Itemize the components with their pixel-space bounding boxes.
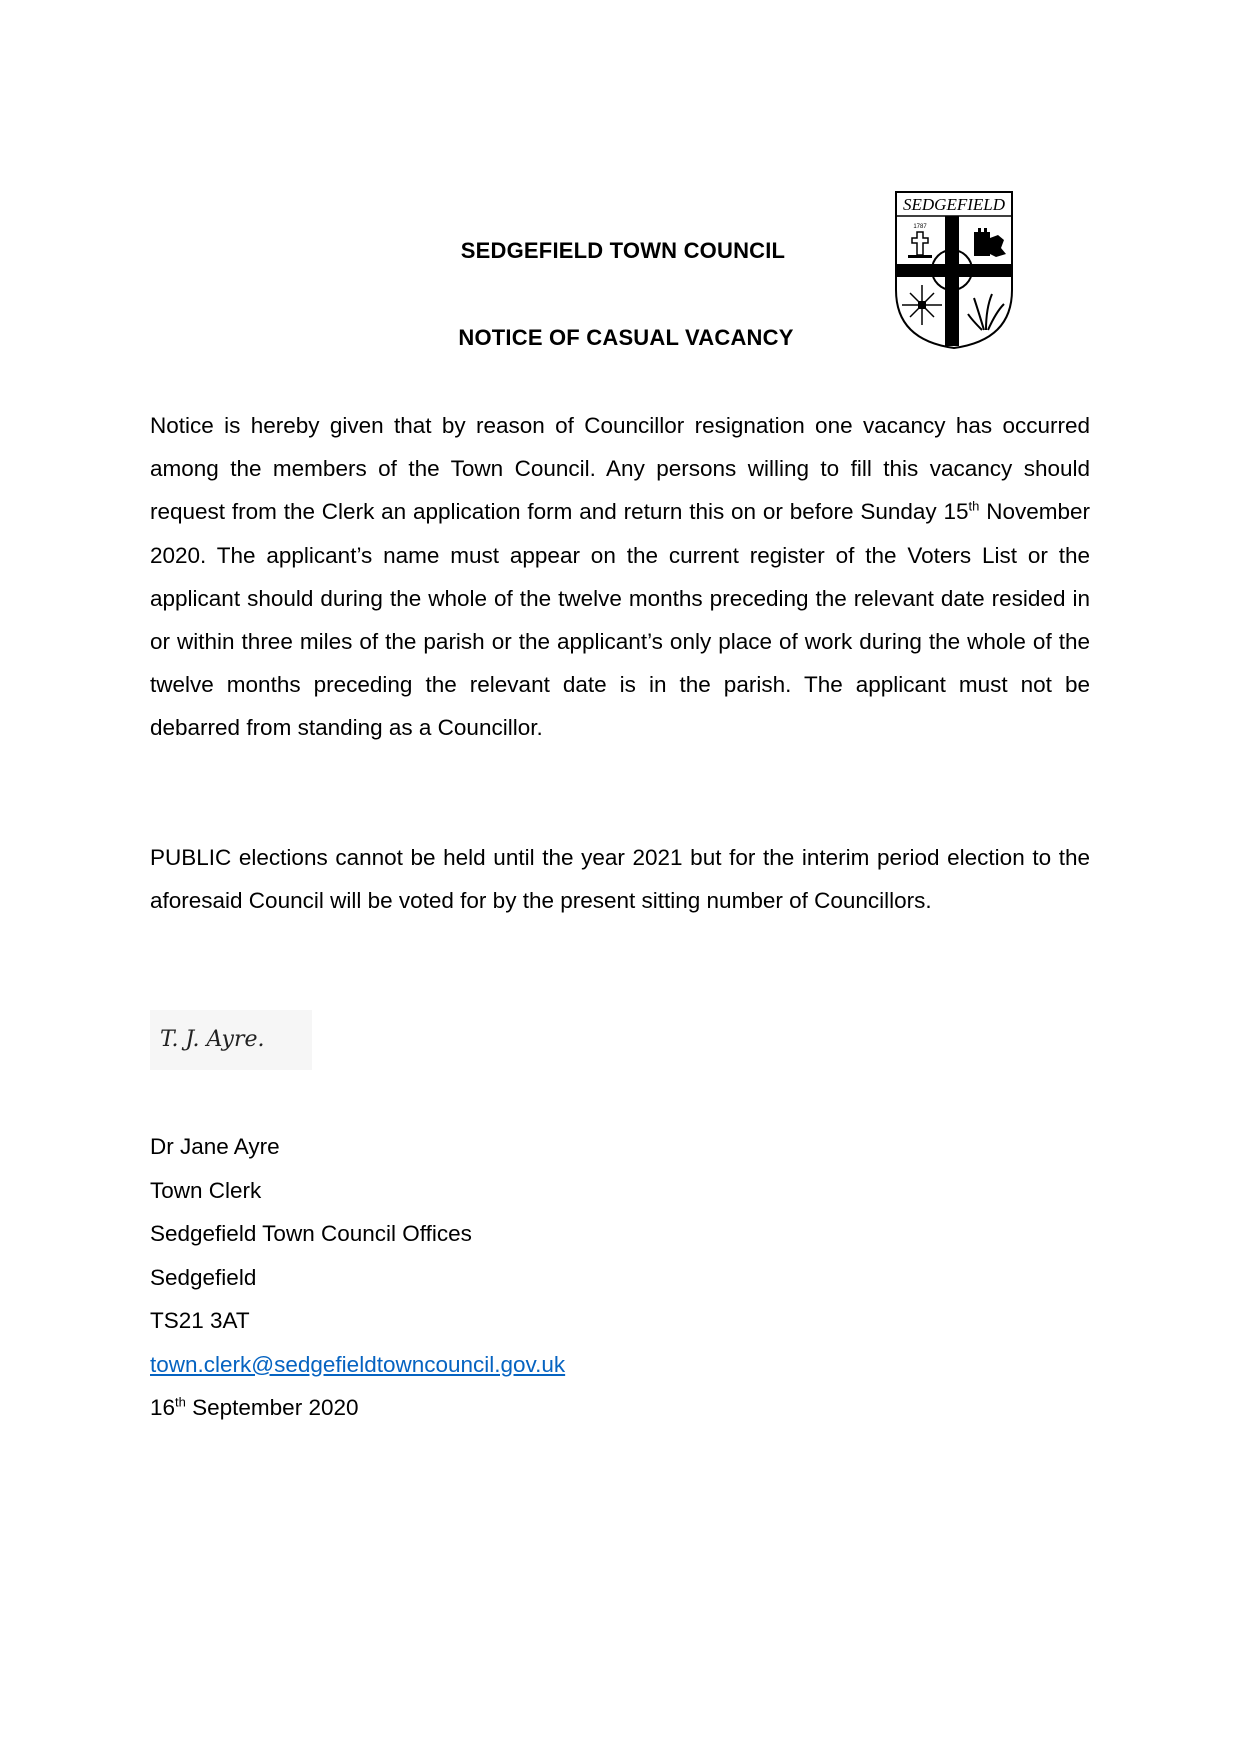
signoff-town: Sedgefield (150, 1264, 257, 1290)
date-ordinal-suffix: th (175, 1394, 186, 1410)
ordinal-suffix: th (968, 498, 980, 514)
signature-text: T. J. Ayre. (160, 1027, 265, 1052)
signoff-block (150, 1125, 565, 1430)
date-month-year: September 2020 (185, 1395, 359, 1420)
paragraph-1-text-end: November 2020. The applicant’s name must appear on the current register of the Voters List or the applicant should during the whole of the twelve months preceding the relevant date resided in or within three miles of the parish or the applicant’s only place of work during the whole of the twelve months preceding the relevant date is in the parish. The applicant must not be debarred from standing as a Councillor. (150, 499, 1090, 741)
paragraph-1-text-start: Notice is hereby given that by reason of Councillor resignation one vacancy has occurred among the members of the Town Council. Any persons willing to fill this vacancy should request from the Clerk an application form and return this on or before Sunday 15 (150, 413, 1090, 525)
email-link[interactable]: town.clerk@sedgefieldtowncouncil.gov.uk (150, 1351, 566, 1377)
signoff-postcode: TS21 3AT (150, 1308, 250, 1333)
crest-banner-text: SEDGEFIELD (903, 195, 1005, 214)
signature-icon (150, 1010, 312, 1070)
signoff-date (150, 1386, 565, 1430)
notice-title-text: NOTICE OF CASUAL VACANCY (458, 325, 794, 350)
date-day: 16 (150, 1395, 176, 1420)
signoff-office: Sedgefield Town Council Offices (150, 1221, 472, 1246)
signoff-name: Dr Jane Ayre (150, 1134, 280, 1159)
notice-title (0, 325, 1240, 351)
notice-paragraph-2: PUBLIC elections cannot be held until the year 2021 but for the interim period election to the aforesaid Council will be voted for by the present sitting number of Councillors. (150, 845, 1090, 914)
crest-year-text: 1787 (913, 224, 927, 230)
organisation-heading (0, 238, 1240, 264)
handwritten-signature (150, 1010, 312, 1070)
organisation-name: SEDGEFIELD TOWN COUNCIL (460, 238, 786, 263)
signoff-role: Town Clerk (150, 1177, 262, 1203)
notice-paragraph-1 (150, 404, 1090, 750)
